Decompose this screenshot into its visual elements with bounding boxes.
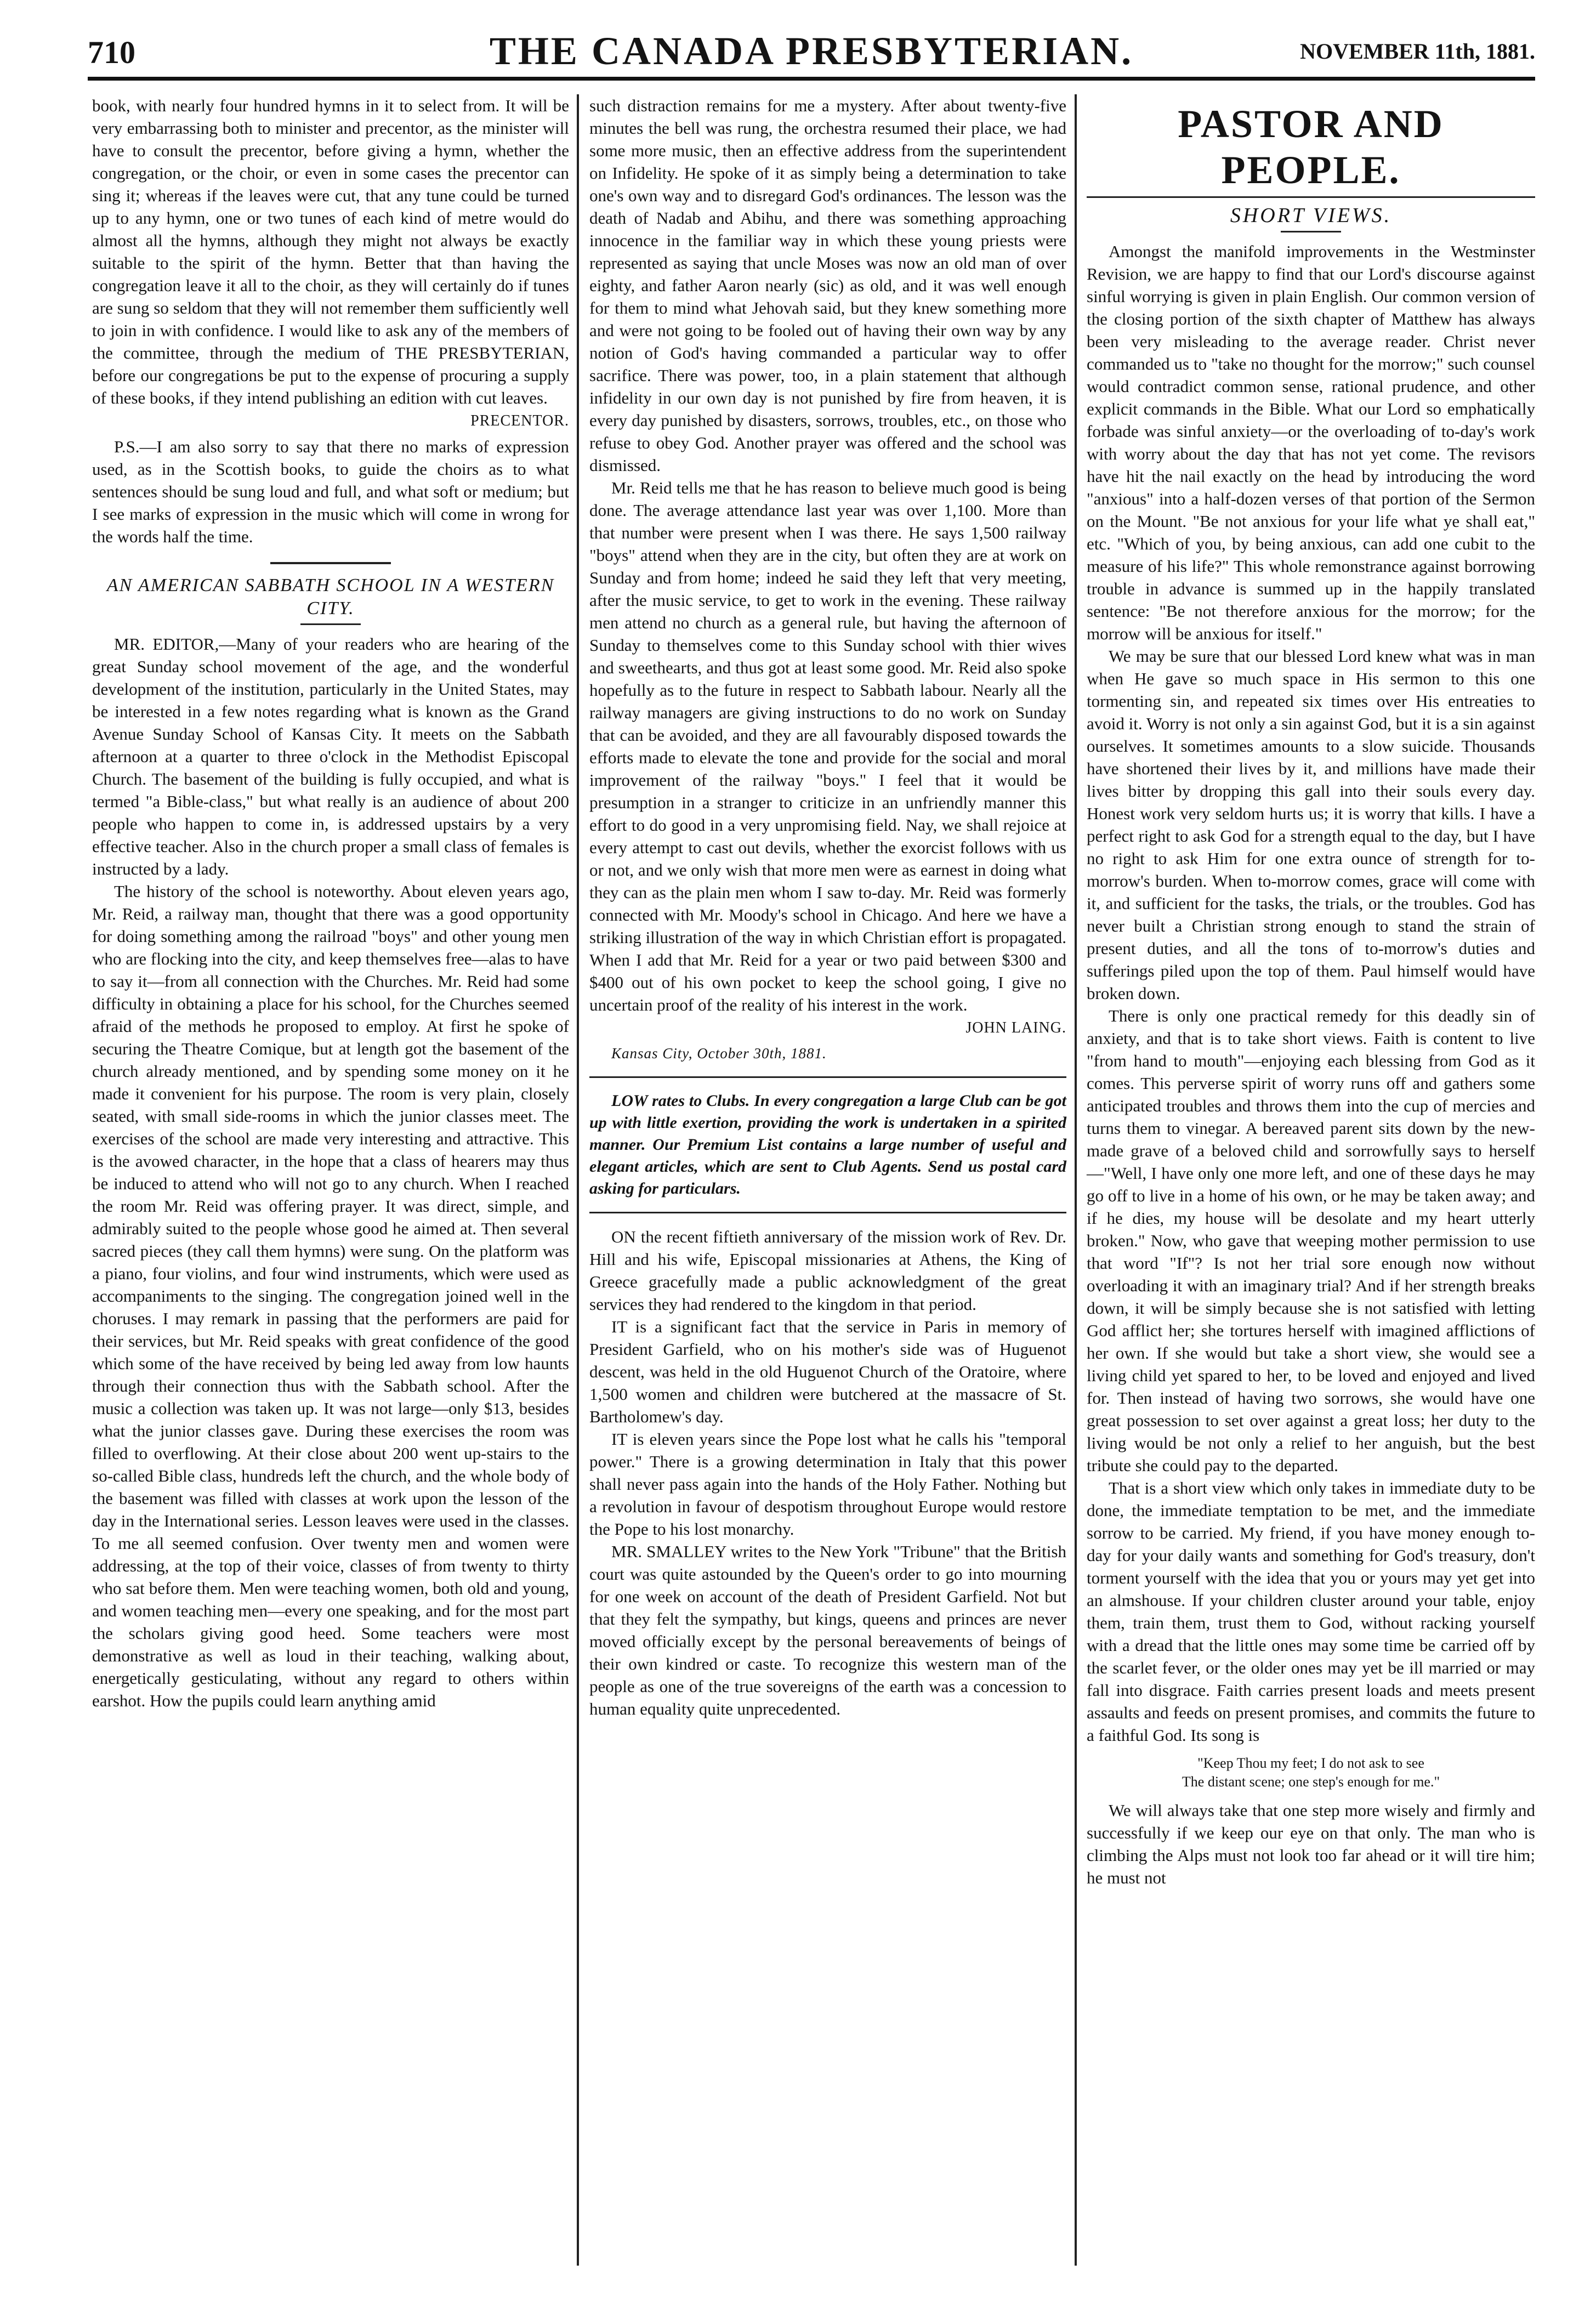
issue-date: NOVEMBER 11th, 1881. [1300, 39, 1535, 64]
postscript: P.S.—I am also sorry to say that there no marks of expression used, as in the Scottish books, to guide the choirs as to what sentences should be sung loud and full, and what soft or medium; but I see marks of expression in the music which will come in wrong for the words half the time. [92, 437, 569, 546]
article-paragraph: Amongst the manifold improvements in the Westminster Revision, we are happy to find that our Lord's discourse against sinful worrying is given in plain English. Our common version of the closing portion of the sixth chapter of Matthew has always been very misleading to the average reader. Christ never commanded us to "take no thought for the morrow;" such counsel would contradict common sense, rational prudence, and other explicit commands in the Bible. What our Lord so emphatically forbade was sinful anxiety—or the overloading of to-day's work with worry about the day that has not yet come. The revisors have hit the nail exactly on the head by introducing the word "anxious" into a half-dozen verses of that portion of the Sermon on the Mount. "Be not anxious for your life what ye shall eat," etc. "Which of you, by being anxious, can add one cubit to the measure of his life?" This whole remonstrance against borrowing trouble in advance is summed up in the happily translated sentence: "Be not therefore anxious for the morrow; for the morrow will be anxious for itself." [1087, 242, 1535, 643]
article-title: AN AMERICAN SABBATH SCHOOL IN A WESTERN CITY. [106, 575, 555, 618]
article-paragraph: We will always take that one step more wisely and firmly and successfully if we keep our eye on that only. The man who is climbing the Alps must not look too far ahead or it will tire him; he must not [1087, 1801, 1535, 1887]
column-1 [92, 94, 569, 1712]
notice-rule-bottom [589, 1212, 1066, 1213]
news-paragraph: IT is eleven years since the Pope lost what he calls his "temporal power." There is a growing determination in Italy that this power shall never pass again into the hands of the Holy Father. Nothing but a revolution in favour of despotism throughout Europe would restore the Pope to his lost monarchy. [589, 1429, 1066, 1539]
article-signature: JOHN LAING. [965, 1019, 1066, 1036]
club-rates-notice [589, 1090, 1066, 1200]
article-paragraph: The history of the school is noteworthy. About eleven years ago, Mr. Reid, a railway man, thought that there was a good opportunity for doing something among the railroad "boys" and other young men who are flocking into the city, and keep themselves free—alas to have to say it—from all connection with the Churches. Mr. Reid had some difficulty in obtaining a place for his school, for the Churches seemed afraid of the methods he proposed to employ. At first he spoke of securing the Theatre Comique, but at length got the basement of the church already mentioned, and by spending some money on it he made it convenient for his purpose. The room is very plain, closely seated, with small side-rooms in which the junior classes meet. The exercises of the school are made very interesting and attractive. This is the avowed character, in the hope that a class of hearers may thus be induced to attend who will not go to any church. When I reached the room Mr. Reid was offering prayer. It was direct, simple, and admirably suited to the people whose good he aimed at. Then several sacred pieces (they call them hymns) were sung. On the platform was a piano, four violins, and four wind instruments, which were used as accompaniments to the singing. The congregation joined well in the choruses. I may remark in passing that the performers are paid for their services, but Mr. Reid speaks with great confidence of the good which some of the have received by being led away from low haunts through their connection thus with the Sabbath school. After the music a collection was taken up. It was not large—only $13, besides what the junior classes gave. During these exercises the room was filled to overflowing. At their close about 200 went up-stairs to the so-called Bible class, hundreds left the church, and the whole body of the basement was filled with classes at work upon the lesson of the day in the International series. Lesson leaves were used in the classes. To me all seemed confusion. Over twenty men and women were addressing, at the top of their voice, classes of from twenty to thirty who sat before them. Men were teaching women, both old and young, and women teaching men—every one speaking, and for the most part the scholars giving good heed. Some teachers were most demonstrative as well as loud in their teaching, walking about, energetically gesticulating, without any regard to others within earshot. How the pupils could learn anything amid [92, 882, 569, 1710]
column-rule-1 [577, 94, 579, 2266]
notice-rule-top [589, 1076, 1066, 1078]
article-paragraph: That is a short view which only takes in immediate duty to be done, the immediate temptation to be met, and the immediate sorrow to be carried. My friend, if you have money enough to-day for your daily wants and something for God's treasury, don't torment yourself with the idea that you or yours may yet get into an almshouse. If your children cluster around your table, enjoy them, train them, trust them to God, without racking yourself with a dread that the little ones may some time be carried off by the scarlet fever, or the older ones may yet be ill married or may fall into disgrace. Faith carries present loads and meets present assaults and feeds on present promises, and commits the future to a faithful God. Its song is [1087, 1478, 1535, 1745]
notice-text: LOW rates to Clubs. In every congregation a large Club can be got up with little exertion, providing the work is undertaken in a spirited manner. Our Premium List contains a large number of useful and elegant articles, which are sent to Club Agents. Send us postal card asking for particulars. [589, 1092, 1066, 1198]
letter-signature: PRECENTOR. [470, 412, 569, 429]
article-paragraph: We may be sure that our blessed Lord knew what was in man when He gave so much space in His sermon to this one tormenting sin, and repeated six times over His entreaties to avoid it. Worry is not only a sin against God, but it is a sin against ourselves. It sometimes amounts to a slow suicide. Thousands have shortened their lives by it, and millions have made their lives bitter by dropping this gall into their souls every day. Honest work very seldom hurts us; it is worry that kills. I have a perfect right to ask God for a strength equal to the day, but I have no right to ask Him for one extra ounce of strength for to-morrow's burden. When to-morrow comes, grace will come with it, and sufficient for the tasks, the trials, or the troubles. God has never built a Christian strong enough to stand the strain of present duties, and all the tons of to-morrow's duties and sufferings piled upon the top of them. Paul himself would have broken down. [1087, 646, 1535, 1003]
verse-line: "Keep Thou my feet; I do not ask to see [1197, 1755, 1424, 1771]
column-2 [589, 94, 1066, 1720]
verse-line: The distant scene; one step's enough for me." [1182, 1774, 1440, 1790]
section-banner: PASTOR AND PEOPLE. [1178, 102, 1444, 192]
column-3 [1087, 94, 1535, 1889]
section-divider [270, 562, 391, 564]
news-paragraph: IT is a significant fact that the service in Paris in memory of President Garfield, who on his mother's side was of Huguenot descent, was held in the old Huguenot Church of the Oratoire, where 1,500 women and children were butchered at the massacre of St. Bartholomew's day. [589, 1317, 1066, 1426]
letter-paragraph: book, with nearly four hundred hymns in it to select from. It will be very embarrassing both to minister and precentor, as the minister will have to consult the precentor, before giving a hymn, whether the congregation, or the choir, or even in some cases the precentor can sing it; whereas if the leaves were cut, that any tune could be turned up to any hymn, one or two tunes of each kind of metre would do almost all the hymns, although they might not always be exactly suitable to the spirit of the hymn. Better that than having the congregation leave it all to the choir, as they will certainly do if tunes are sung so seldom that they will not remember them sufficiently well to join in with confidence. I would like to ask any of the members of the committee, through the medium of THE PRESBYTERIAN, before our congregations be put to the expense of procuring a supply of these books, if they intend publishing an edition with cut leaves. [92, 96, 569, 407]
news-paragraph: MR. SMALLEY writes to the New York "Tribune" that the British court was quite astounded by the Queen's order to go into mourning for one week on account of the death of President Garfield. Not but that they felt the sympathy, but kings, queens and princes are never moved officially except by the personal bereavements of beings of their own kindred or caste. To recognize this western man of the people as one of the true sovereigns of the earth was a concession to human equality quite unprecedented. [589, 1542, 1066, 1718]
banner-rule [1087, 196, 1535, 198]
newspaper-title: THE CANADA PRESBYTERIAN. [489, 29, 1134, 73]
title-underline [300, 623, 361, 625]
hymn-verse [1087, 1754, 1535, 1791]
masthead [88, 26, 1535, 81]
news-paragraph: ON the recent fiftieth anniversary of the mission work of Rev. Dr. Hill and his wife, Episcopal missionaries at Athens, the King of Greece gracefully made a public acknowledgment of the great services they had rendered to the kingdom in that period. [589, 1227, 1066, 1314]
subhead-underline [1281, 231, 1341, 232]
article-paragraph: such distraction remains for me a mystery. After about twenty-five minutes the bell was rung, the orchestra resumed their place, we had some more music, then an effective address from the superintendent on Infidelity. He spoke of it as simply being a determination to take one's own way and to disregard God's ordinances. The lesson was the death of Nadab and Abihu, and there was something approaching innocence in the familiar way in which these young priests were represented as saying that uncle Moses was now an old man of over eighty, and father Aaron nearly (sic) as old, and it was well enough for them to mind what Jehovah said, but they knew something more and were not going to be fooled out of having their own way by any notion of God's having commanded a particular way to offer sacrifice. There was power, too, in a plain statement that although infidelity in our own day is not punished by fire from heaven, it is every day punished by disasters, sorrows, troubles, etc., on those who refuse to obey God. Another prayer was offered and the school was dismissed. [589, 96, 1066, 475]
page-number: 710 [88, 35, 135, 70]
article-paragraph: Mr. Reid tells me that he has reason to believe much good is being done. The average attendance last year was over 1,100. More than that number were present when I was there. He says 1,500 railway "boys" attend when they are in the city, but often they are at work on Sunday and from home; indeed he said they left that very meeting, after the music service, to get to work in the evening. These railway men attend no church as a general rule, but having the afternoon of Sunday to themselves come to this Sunday school with thier wives and sweethearts, and thus got at least some good. Mr. Reid also spoke hopefully as to the future in respect to Sabbath labour. Nearly all the railway managers are giving instructions to do no work on Sunday that can be avoided, and they are all favourably disposed towards the efforts made to elevate the tone and provide for the social and moral improvement of the railway "boys." I feel that it would be presumption in a stranger to criticize in an unfriendly manner this effort to do good in a very unpromising field. Nay, we shall rejoice at every attempt to cast out devils, whether the exorcist follows with us or not, and we only wish that more men were as earnest in doing what they can as the plain men whom I saw to-day. Mr. Reid was formerly connected with Mr. Moody's school in Chicago. And here we have a striking illustration of the way in which Christian effort is propagated. When I add that Mr. Reid for a year or two paid between $300 and $400 out of his own pocket to keep the school going, I give no uncertain proof of the reality of his interest in the work. [589, 478, 1066, 1014]
column-rule-2 [1075, 94, 1077, 2266]
article-subhead: SHORT VIEWS. [1230, 204, 1392, 227]
article-dateline: Kansas City, October 30th, 1881. [611, 1045, 827, 1062]
article-paragraph: MR. EDITOR,—Many of your readers who are hearing of the great Sunday school movement of the age, and the wonderful development of the institution, particularly in the United States, may be interested in a few notes regarding what is known as the Grand Avenue Sunday School of Kansas City. It meets on the Sabbath afternoon at a quarter to three o'clock in the Methodist Episcopal Church. The basement of the building is fully occupied, and what is termed "a Bible-class," but what really is an audience of about 200 people who happen to come in, is addressed upstairs by a very effective teacher. Also in the church proper a small class of females is instructed by a lady. [92, 634, 569, 878]
article-paragraph: There is only one practical remedy for this deadly sin of anxiety, and that is to take short views. Faith is content to live "from hand to mouth"—enjoying each blessing from God as it comes. This perverse spirit of worry runs off and gathers some anticipated troubles and throws them into the cup of mercies and turns them to vinegar. A bereaved parent sits down by the new-made grave of a beloved child and sorrowfully says to herself—"Well, I have only one more left, and one of these days he may go off to live in a home of his own, or he may be taken away; and if he dies, my house will be desolate and my heart utterly broken." Now, who gave that weeping mother permission to use that word "If"? Is not her trial sore enough now without overloading it with an imaginary trial? And if her strength breaks down, it will be simply because she is not satisfied with letting God afflict her; she tortures herself with imagined afflictions of her own. If she would but take a short view, she would see a living child yet spared to her, to be loved and enjoyed and lived for. Then instead of having two sorrows, she would have one great possession to set over against a great loss; her duty to the living would be not only a relief to her anguish, but the best tribute she could pay to the departed. [1087, 1006, 1535, 1475]
